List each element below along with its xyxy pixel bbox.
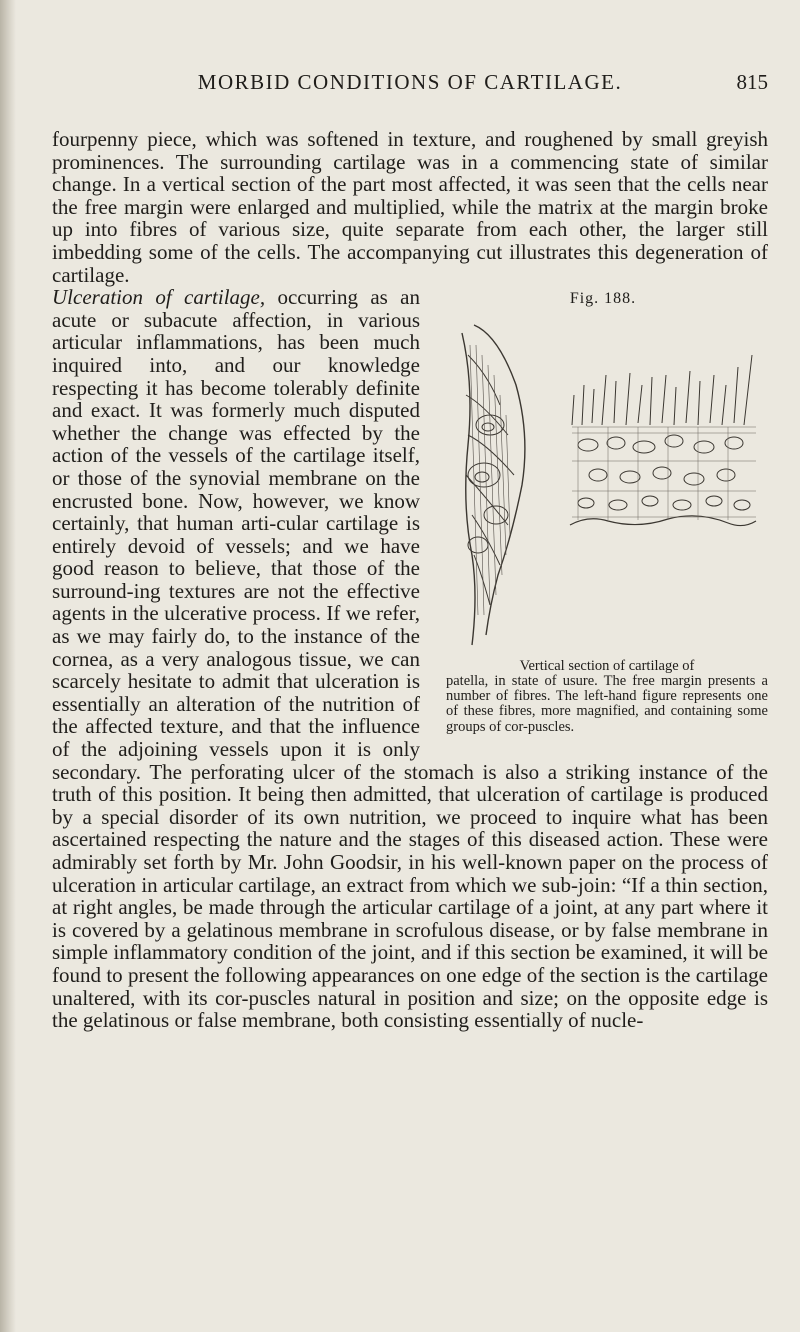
body-text	[52, 128, 768, 1032]
figure-caption	[446, 659, 768, 735]
caption-rest: patella, in state of usure. The free margin presents a number of fibres. The left-hand figure represents one of these fibres, more magnified, and containing some groups of cor-puscles.	[446, 672, 768, 735]
cartilage-section-drawing	[568, 355, 758, 535]
figure-188	[438, 286, 768, 743]
cartilage-section-illustration	[438, 315, 768, 655]
magnified-fibre-drawing	[462, 325, 525, 645]
ulceration-text: occurring as an acute or subacute affection, in various articular inflammations, has been much inquired into, and our knowledge respecting it has become tolerably definite and exact. It was formerly much disputed whether the change was effected by the action of the vessels of the cartilage itself, or those of the synovial membrane on the encrusted bone. Now, however, we know certainly, that human arti-cular cartilage is entirely devoid of vessels; and we have good reason to believe, that those of the surround-ing textures are not the effective agents in the ulcerative process. If we refer, as we may fairly do, to the instance of the cornea, as a very analogous tissue, we can scarcely hesitate to admit that ulceration is essentially an alteration of the nutrition of the affected texture, and that the influence of the adjoining vessels upon it is only secondary. The perforating ulcer of the stomach is also a striking instance of the truth of this position. It being then admitted, that ulceration of cartilage is produced by a special disorder of its own nutrition, we proceed to inquire what has been ascertained respecting the nature and the stages of this diseased action. These were admirably set forth by Mr. John Goodsir, in his well-known paper on the process of ulceration in articular cartilage, an extract from which we sub-join: “If a thin section, at right angles, be made through the articular cartilage of a joint, at any part where it is covered by a gelatinous membrane in scrofulous disease, or by false membrane in simple inflammatory condition of the joint, and if this section be examined, it will be found to present the following appearances on one edge of the section is the cartilage unaltered, with its cor-puscles natural in position and size; on the opposite edge is the gelatinous or false membrane, both consisting essentially of nucle-	[52, 285, 768, 1033]
book-spine-shadow	[0, 0, 16, 1332]
caption-line-1: Vertical section of cartilage of	[519, 657, 695, 674]
intro-paragraph	[52, 128, 768, 286]
running-title: MORBID CONDITIONS OF CARTILAGE.	[197, 70, 623, 94]
ulceration-heading: Ulceration of cartilage,	[52, 285, 266, 310]
intro-text: fourpenny piece, which was softened in texture, and roughened by small greyish prominences. The surrounding cartilage was in a commencing state of similar change. In a vertical section of the part most affected, it was seen that the cells near the free margin were enlarged and multiplied, while the matrix at the margin broke up into fibres of various size, quite separate from each other, the larger still imbedding some of the cells. The accompanying cut illustrates this degeneration of cartilage.	[52, 127, 768, 287]
page-number: 815	[736, 70, 768, 94]
figure-label: Fig. 188.	[569, 290, 637, 308]
section-shading	[572, 427, 756, 520]
running-header	[52, 70, 768, 100]
